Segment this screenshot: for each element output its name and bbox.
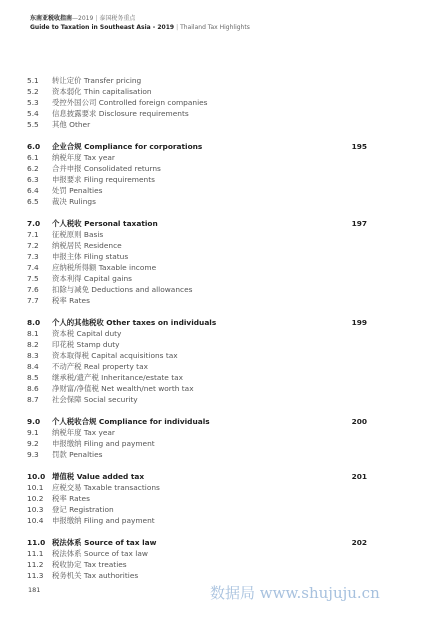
- item-number: 8.5: [27, 373, 39, 382]
- item-title: 裁决 Rulings: [52, 197, 96, 206]
- toc-item[interactable]: [27, 240, 367, 251]
- item-title: 纳税年度 Tax year: [52, 428, 115, 437]
- section-number: 8.0: [27, 318, 41, 327]
- item-title: 税法体系 Source of tax law: [52, 549, 148, 558]
- toc-item[interactable]: [27, 328, 367, 339]
- section-page-number: 201: [351, 472, 367, 481]
- section-number: 11.0: [27, 538, 46, 547]
- section-gap: [27, 460, 367, 471]
- item-number: 10.4: [27, 516, 44, 525]
- item-number: 7.2: [27, 241, 39, 250]
- item-title: 纳税居民 Residence: [52, 241, 122, 250]
- header-country-en: Thailand Tax Highlights: [180, 24, 250, 31]
- watermark: 数据局 www.shujuju.cn: [210, 584, 380, 602]
- item-title: 申报要求 Filing requirements: [52, 175, 155, 184]
- section-page-number: 202: [351, 538, 367, 547]
- table-of-contents: [27, 75, 367, 581]
- section-number: 6.0: [27, 142, 41, 151]
- toc-item[interactable]: [27, 372, 367, 383]
- toc-item[interactable]: [27, 449, 367, 460]
- section-title: 个人的其他税收 Other taxes on individuals: [52, 318, 217, 327]
- item-number: 10.3: [27, 505, 44, 514]
- item-title: 征税原则 Basis: [52, 230, 104, 239]
- page-number: 181: [28, 586, 41, 594]
- section-gap: [27, 130, 367, 141]
- item-title: 税务机关 Tax authorities: [52, 571, 139, 580]
- toc-item[interactable]: [27, 515, 367, 526]
- toc-item[interactable]: [27, 350, 367, 361]
- item-title: 应纳税所得额 Taxable income: [52, 263, 157, 272]
- item-title: 资本取得税 Capital acquisitions tax: [52, 351, 178, 360]
- toc-item[interactable]: [27, 361, 367, 372]
- toc-item[interactable]: [27, 251, 367, 262]
- item-number: 11.2: [27, 560, 44, 569]
- item-number: 6.4: [27, 186, 39, 195]
- toc-section-heading[interactable]: [27, 218, 367, 229]
- item-number: 10.2: [27, 494, 44, 503]
- header-line-cn: [30, 14, 250, 23]
- section-title: 个人税收合规 Compliance for individuals: [52, 417, 210, 426]
- item-title: 受控外国公司 Controlled foreign companies: [52, 98, 208, 107]
- toc-item[interactable]: [27, 163, 367, 174]
- item-number: 8.4: [27, 362, 39, 371]
- item-title: 继承税/遗产税 Inheritance/estate tax: [52, 373, 184, 382]
- item-title: 申报缴纳 Filing and payment: [52, 439, 155, 448]
- header-title-cn: 东南亚税收指南: [30, 15, 73, 22]
- item-number: 5.3: [27, 98, 39, 107]
- item-title: 资本利得 Capital gains: [52, 274, 132, 283]
- section-number: 7.0: [27, 219, 41, 228]
- item-number: 9.3: [27, 450, 39, 459]
- item-title: 登记 Registration: [52, 505, 114, 514]
- item-title: 合并申报 Consolidated returns: [52, 164, 161, 173]
- item-title: 净财富/净值税 Net wealth/net worth tax: [52, 384, 194, 393]
- item-number: 5.4: [27, 109, 39, 118]
- toc-item[interactable]: [27, 75, 367, 86]
- toc-item[interactable]: [27, 262, 367, 273]
- item-title: 应税交易 Taxable transactions: [52, 483, 160, 492]
- toc-item[interactable]: [27, 108, 367, 119]
- section-title: 企业合规 Compliance for corporations: [52, 142, 203, 151]
- toc-item[interactable]: [27, 482, 367, 493]
- item-title: 不动产税 Real property tax: [52, 362, 148, 371]
- header-title-en: Guide to Taxation in Southeast Asia - 2019: [30, 24, 175, 31]
- section-page-number: 199: [351, 318, 367, 327]
- section-number: 9.0: [27, 417, 41, 426]
- toc-item[interactable]: [27, 493, 367, 504]
- section-gap: [27, 526, 367, 537]
- item-title: 申报缴纳 Filing and payment: [52, 516, 155, 525]
- toc-item[interactable]: [27, 284, 367, 295]
- toc-item[interactable]: [27, 152, 367, 163]
- item-title: 扣除与减免 Deductions and allowances: [52, 285, 193, 294]
- toc-section-heading[interactable]: [27, 537, 367, 548]
- toc-item[interactable]: [27, 273, 367, 284]
- toc-item[interactable]: [27, 383, 367, 394]
- item-number: 6.1: [27, 153, 39, 162]
- item-number: 11.1: [27, 549, 44, 558]
- toc-item[interactable]: [27, 196, 367, 207]
- item-number: 8.1: [27, 329, 39, 338]
- section-title: 增值税 Value added tax: [52, 472, 145, 481]
- item-number: 8.3: [27, 351, 39, 360]
- item-number: 5.1: [27, 76, 39, 85]
- toc-item[interactable]: [27, 427, 367, 438]
- item-number: 9.1: [27, 428, 39, 437]
- item-title: 信息披露要求 Disclosure requirements: [52, 109, 189, 118]
- item-number: 8.7: [27, 395, 39, 404]
- item-title: 资本弱化 Thin capitalisation: [52, 87, 152, 96]
- item-number: 7.1: [27, 230, 39, 239]
- section-gap: [27, 207, 367, 218]
- header-country-cn: 泰国税务重点: [99, 15, 136, 22]
- item-title: 印花税 Stamp duty: [52, 340, 120, 349]
- toc-section-heading[interactable]: [27, 317, 367, 328]
- section-number: 10.0: [27, 472, 46, 481]
- item-number: 9.2: [27, 439, 39, 448]
- item-number: 7.3: [27, 252, 39, 261]
- toc-item[interactable]: [27, 394, 367, 405]
- section-page-number: 200: [351, 417, 367, 426]
- section-gap: [27, 306, 367, 317]
- item-title: 资本税 Capital duty: [52, 329, 122, 338]
- header-separator: |: [176, 24, 179, 31]
- item-number: 7.7: [27, 296, 39, 305]
- toc-section-heading[interactable]: [27, 416, 367, 427]
- item-title: 申报主体 Filing status: [52, 252, 129, 261]
- item-title: 税率 Rates: [52, 494, 90, 503]
- toc-item[interactable]: [27, 295, 367, 306]
- item-title: 其他 Other: [52, 120, 91, 129]
- item-number: 11.3: [27, 571, 44, 580]
- toc-item[interactable]: [27, 438, 367, 449]
- item-number: 7.6: [27, 285, 39, 294]
- toc-item[interactable]: [27, 559, 367, 570]
- header-line-en: [30, 23, 250, 32]
- item-number: 10.1: [27, 483, 44, 492]
- toc-item[interactable]: [27, 548, 367, 559]
- toc-item[interactable]: [27, 339, 367, 350]
- section-page-number: 195: [351, 142, 367, 151]
- item-number: 6.3: [27, 175, 39, 184]
- item-number: 8.6: [27, 384, 39, 393]
- item-title: 税率 Rates: [52, 296, 90, 305]
- toc-item[interactable]: [27, 185, 367, 196]
- section-title: 税法体系 Source of tax law: [52, 538, 157, 547]
- item-title: 税收协定 Tax treaties: [52, 560, 127, 569]
- item-number: 7.5: [27, 274, 39, 283]
- toc-item[interactable]: [27, 504, 367, 515]
- item-number: 6.2: [27, 164, 39, 173]
- section-gap: [27, 405, 367, 416]
- section-page-number: 197: [351, 219, 367, 228]
- toc-item[interactable]: [27, 174, 367, 185]
- item-number: 7.4: [27, 263, 39, 272]
- item-number: 8.2: [27, 340, 39, 349]
- header-separator: |: [95, 15, 98, 22]
- section-title: 个人税收 Personal taxation: [52, 219, 158, 228]
- item-title: 处罚 Penalties: [52, 186, 103, 195]
- header-year-cn: —2019: [72, 15, 94, 22]
- running-header: [30, 14, 250, 32]
- toc-section-heading[interactable]: [27, 141, 367, 152]
- toc-item[interactable]: [27, 229, 367, 240]
- item-title: 罚款 Penalties: [52, 450, 103, 459]
- item-number: 6.5: [27, 197, 39, 206]
- item-number: 5.5: [27, 120, 39, 129]
- toc-item[interactable]: [27, 570, 367, 581]
- toc-item[interactable]: [27, 86, 367, 97]
- item-title: 社会保障 Social security: [52, 395, 138, 404]
- item-title: 转让定价 Transfer pricing: [52, 76, 142, 85]
- item-title: 纳税年度 Tax year: [52, 153, 115, 162]
- toc-item[interactable]: [27, 97, 367, 108]
- item-number: 5.2: [27, 87, 39, 96]
- toc-section-heading[interactable]: [27, 471, 367, 482]
- toc-item[interactable]: [27, 119, 367, 130]
